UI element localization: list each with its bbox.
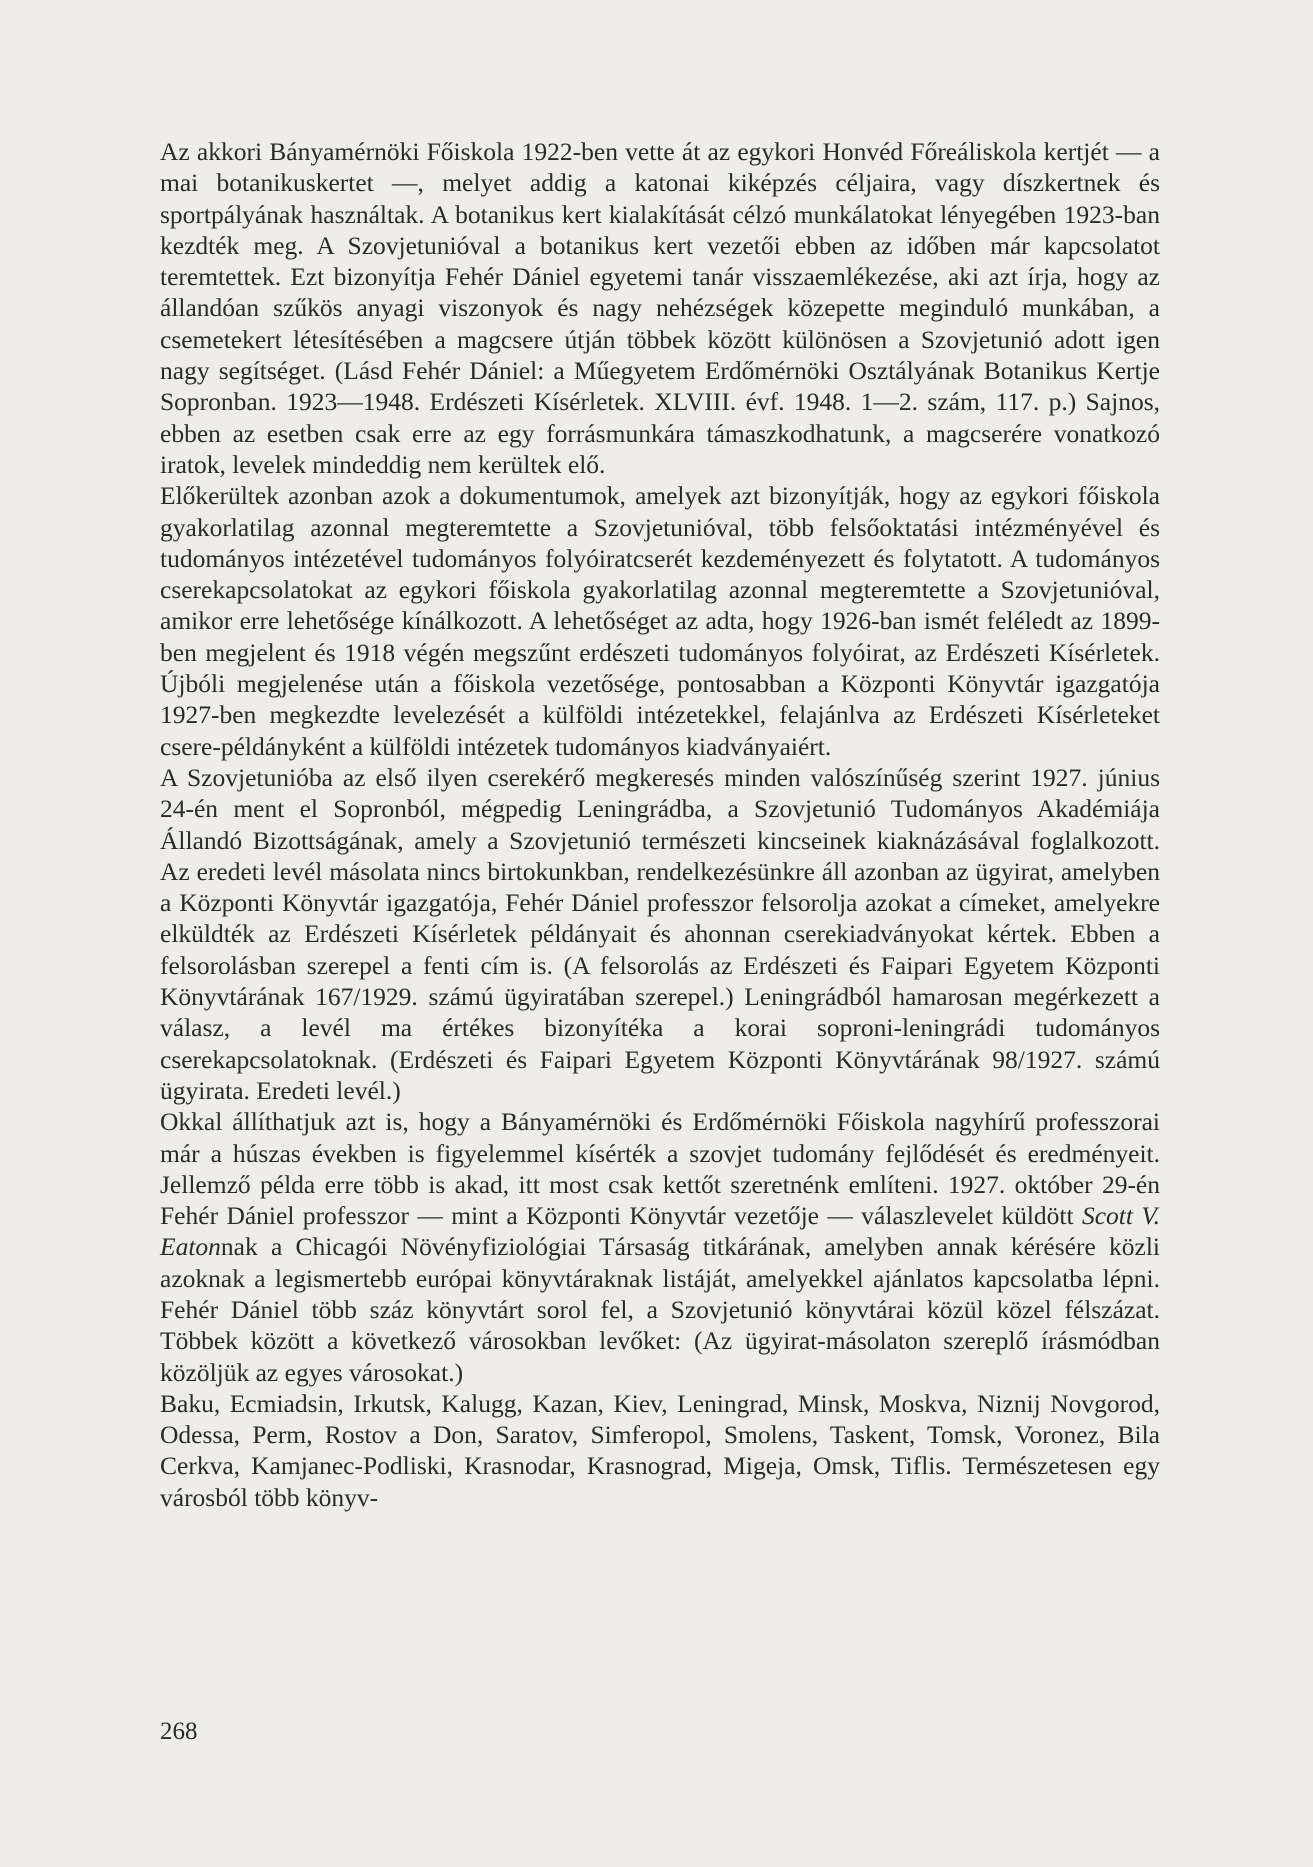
italic-name: Scott V. Eaton xyxy=(160,1201,1160,1262)
paragraph-4 xyxy=(160,1106,1160,1388)
paragraph-4-start: Okkal állíthatjuk azt is, hogy a Bányamérnöki és Erdőmérnöki Főiskola nagyhírű professzorai már a húszas években is figyelemmel kísérték a szovjet tudomány fejlődését és eredményeit. Jellemző példa erre több is akad, itt most csak kettőt szeretnénk említeni. 1927. október 29-én Fehér Dániel professzor — mint a Központi Könyvtár vezetője — válaszlevelet küldött xyxy=(160,1107,1160,1231)
paragraph-1: Az akkori Bányamérnöki Főiskola 1922-ben vette át az egykori Honvéd Főreáliskola kertjét — a mai botanikuskertet —, melyet addig a katonai kiképzés céljaira, vagy díszkertnek és sportpályának használtak. A botanikus kert kialakítását célzó munkálatokat lényegében 1923-ban kezdték meg. A Szovjetunióval a botanikus kert vezetői ebben az időben már kapcsolatot teremtettek. Ezt bizonyítja Fehér Dániel egyetemi tanár visszaemlékezése, aki azt írja, hogy az állandóan szűkös anyagi viszonyok és nagy nehézségek közepette meginduló munkában, a csemetekert létesítésében a magcsere útján többek között különösen a Szovjetunió adott igen nagy segítséget. (Lásd Fehér Dániel: a Műegyetem Erdőmérnöki Osztályának Botanikus Kertje Sopronban. 1923—1948. Erdészeti Kísérletek. XLVIII. évf. 1948. 1—2. szám, 117. p.) Sajnos, ebben az esetben csak erre az egy forrásmunkára támaszkodhatunk, a magcserére vonatkozó iratok, levelek mindeddig nem kerültek elő. xyxy=(160,137,1160,479)
body-text xyxy=(160,136,1160,1513)
paragraph-2: Előkerültek azonban azok a dokumentumok, amelyek azt bizonyítják, hogy az egykori főiskola gyakorlatilag azonnal megteremtette a Szovjetunióval, több felsőoktatási intézményével és tudományos intézetével tudományos folyóiratcserét kezdeményezett és folytatott. A tudományos cserekapcsolatokat az egykori főiskola gyakorlatilag azonnal megteremtette a Szovjetunióval, amikor erre lehetősége kínálkozott. A lehetőséget az adta, hogy 1926-ban ismét feléledt az 1899-ben megjelent és 1918 végén megszűnt erdészeti tudományos folyóirat, az Erdészeti Kísérletek. Újbóli megjelenése után a főiskola vezetősége, pontosabban a Központi Könyvtár igazgatója 1927-ben megkezdte levelezését a külföldi intézetekkel, felajánlva az Erdészeti Kísérleteket csere-példányként a külföldi intézetek tudományos kiadványaiért. xyxy=(160,481,1160,761)
paragraph-3: A Szovjetunióba az első ilyen cserekérő megkeresés minden valószínűség szerint 1927. június 24-én ment el Sopronból, mégpedig Leningrádba, a Szovjetunió Tudományos Akadémiája Állandó Bizottságának, amely a Szovjetunió természeti kincseinek kiaknázásával foglalkozott. Az eredeti levél másolata nincs birtokunkban, rendelkezésünkre áll azonban az ügyirat, amelyben a Központi Könyvtár igazgatója, Fehér Dániel professzor felsorolja azokat a címeket, amelyekre elküldték az Erdészeti Kísérletek példányait és ahonnan cserekiadványokat kértek. Ebben a felsorolásban szerepel a fenti cím is. (A felsorolás az Erdészeti és Faipari Egyetem Központi Könyvtárának 167/1929. számú ügyiratában szerepel.) Leningrádból hamarosan megérkezett a válasz, a levél ma értékes bizonyítéka a korai soproni-leningrádi tudományos cserekapcsolatoknak. (Erdészeti és Faipari Egyetem Központi Könyvtárának 98/1927. számú ügyirata. Eredeti levél.) xyxy=(160,762,1160,1105)
page-number: 268 xyxy=(160,1718,198,1745)
paragraph-4-rest: nak a Chicagói Növényfiziológiai Társaság titkárának, amelyben annak kérésére közli azoknak a legismertebb európai könyvtáraknak listáját, amelyekkel ajánlatos kapcsolatba lépni. Fehér Dániel több száz könyvtárt sorol fel, a Szovjetunió könyvtárai közül közel félszázat. Többek között a következő városokban levőket: (Az ügyirat-másolaton szereplő írásmódban közöljük az egyes városokat.) xyxy=(160,1232,1160,1387)
paragraph-5: Baku, Ecmiadsin, Irkutsk, Kalugg, Kazan, Kiev, Leningrad, Minsk, Moskva, Niznij Novgorod, Odessa, Perm, Rostov a Don, Saratov, Simferopol, Smolens, Taskent, Tomsk, Voronez, Bila Cerkva, Kamjanec-Podliski, Krasnodar, Krasnograd, Migeja, Omsk, Tiflis. Természetesen egy városból több könyv- xyxy=(160,1388,1160,1512)
